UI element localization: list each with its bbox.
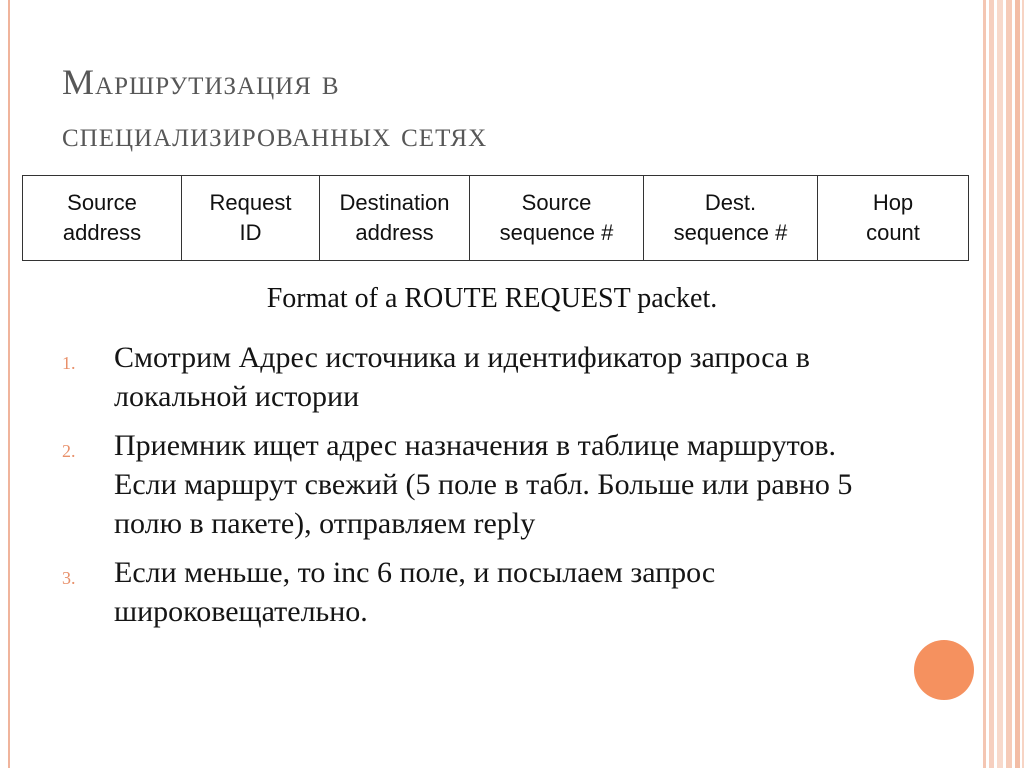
list-item-text: Приемник ищет адрес назначения в таблице маршрутов. Если маршрут свежий (5 поле в табл. Больше или равно 5 полю в пакете), отправляем reply (114, 429, 853, 540)
slide-title-line-1: Маршрутизация в (62, 62, 340, 102)
field-source-address: Source address (23, 176, 182, 261)
left-frame-line (8, 0, 10, 768)
field-dest-sequence: Dest. sequence # (644, 176, 818, 261)
packet-caption: Format of a ROUTE REQUEST packet. (266, 283, 718, 314)
numbered-list (62, 338, 892, 641)
list-item-number: 3. (62, 568, 76, 588)
list-item (62, 338, 892, 416)
field-hop-count: Hop count (818, 176, 969, 261)
right-decorative-stripes (982, 0, 1024, 768)
list-item (62, 426, 892, 543)
list-item-number: 1. (62, 353, 76, 373)
list-item-text: Если меньше, то inc 6 поле, и посылаем запрос широковещательно. (114, 556, 716, 628)
decorative-circle (914, 640, 974, 700)
field-destination-address: Destination address (320, 176, 470, 261)
slide-title (62, 56, 922, 160)
list-item-text: Смотрим Адрес источника и идентификатор запроса в локальной истории (114, 341, 810, 413)
field-source-sequence: Source sequence # (470, 176, 644, 261)
list-item-number: 2. (62, 441, 76, 461)
list-item (62, 553, 892, 631)
packet-fields-row (23, 176, 969, 261)
field-request-id: Request ID (182, 176, 320, 261)
slide-title-line-2: специализированных сетях (62, 114, 488, 154)
route-request-packet-table (22, 175, 969, 261)
